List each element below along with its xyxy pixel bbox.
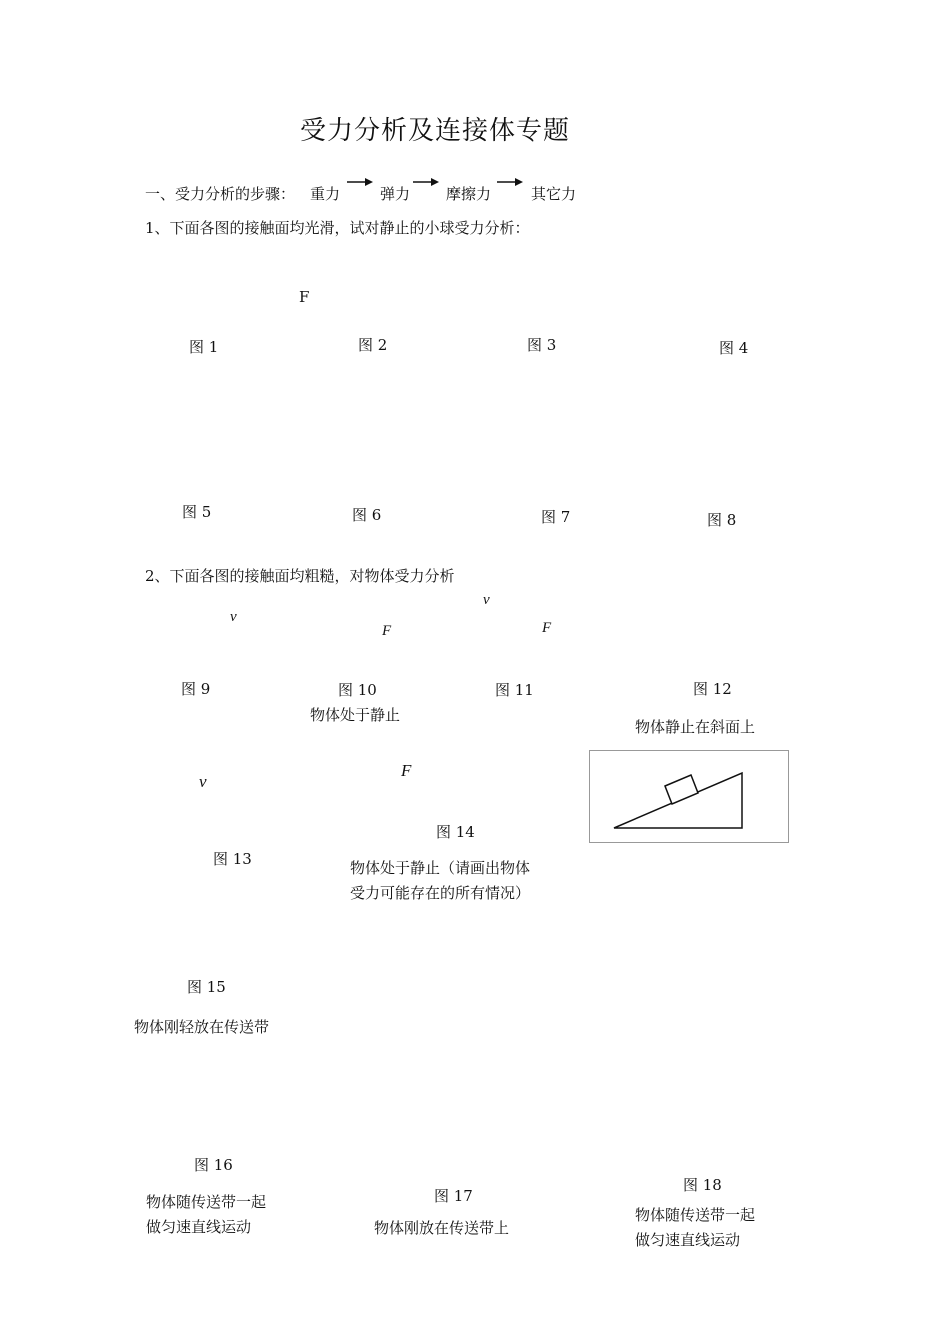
- step-other: 其它力: [531, 185, 577, 203]
- incline-diagram: [590, 751, 788, 842]
- figure-label: 图 11: [495, 681, 534, 699]
- step-friction: 摩擦力: [446, 185, 492, 203]
- figure-label: 图 7: [541, 508, 571, 526]
- figure-note: 做匀速直线运动: [146, 1218, 252, 1236]
- figure-label: 图 8: [707, 511, 737, 529]
- force-label: F: [401, 761, 412, 780]
- velocity-label: v: [230, 609, 237, 625]
- figure-note: 物体静止在斜面上: [635, 718, 756, 736]
- figure-label: 图 3: [527, 336, 557, 354]
- figure-note: 物体随传送带一起: [146, 1193, 267, 1211]
- figure-label: 图 5: [182, 503, 212, 521]
- block: [665, 775, 698, 804]
- figure-note: 物体随传送带一起: [635, 1206, 756, 1224]
- steps-prefix: 一、受力分析的步骤：: [145, 185, 296, 203]
- figure-label: 图 16: [194, 1156, 233, 1174]
- figure-note: 做匀速直线运动: [635, 1231, 741, 1249]
- page-title: 受力分析及连接体专题: [300, 116, 571, 146]
- step-gravity: 重力: [310, 185, 341, 203]
- force-label: F: [382, 623, 392, 639]
- figure-label: 图 13: [213, 850, 252, 868]
- figure-label: 图 17: [434, 1187, 473, 1205]
- figure-label: 图 6: [352, 506, 382, 524]
- figure-note: 受力可能存在的所有情况）: [350, 884, 531, 902]
- figure-label: 图 10: [338, 681, 377, 699]
- question-1-text: 1、下面各图的接触面均光滑，试对静止的小球受力分析：: [145, 219, 530, 237]
- velocity-label: v: [483, 592, 490, 608]
- arrow-right-icon: [412, 176, 440, 188]
- velocity-label: v: [199, 772, 207, 791]
- figure-label: 图 12: [693, 680, 732, 698]
- figure-note: 物体处于静止（请画出物体: [350, 859, 531, 877]
- question-2-text: 2、下面各图的接触面均粗糙，对物体受力分析: [145, 567, 455, 585]
- arrow-right-icon: [346, 176, 374, 188]
- figure-label: 图 2: [358, 336, 388, 354]
- figure-label: 图 18: [683, 1176, 722, 1194]
- figure-label: 图 9: [181, 680, 211, 698]
- figure-label: 图 1: [189, 338, 219, 356]
- figure-label: 图 14: [436, 823, 475, 841]
- arrow-right-icon: [496, 176, 524, 188]
- force-label: F: [542, 620, 552, 636]
- step-elastic: 弹力: [380, 185, 411, 203]
- figure-note: 物体刚轻放在传送带: [134, 1018, 270, 1036]
- figure-label: 图 4: [719, 339, 749, 357]
- force-label: F: [299, 288, 310, 306]
- figure-note: 物体处于静止: [310, 706, 401, 724]
- figure-label: 图 15: [187, 978, 226, 996]
- incline-figure: [589, 750, 789, 843]
- figure-note: 物体刚放在传送带上: [374, 1219, 510, 1237]
